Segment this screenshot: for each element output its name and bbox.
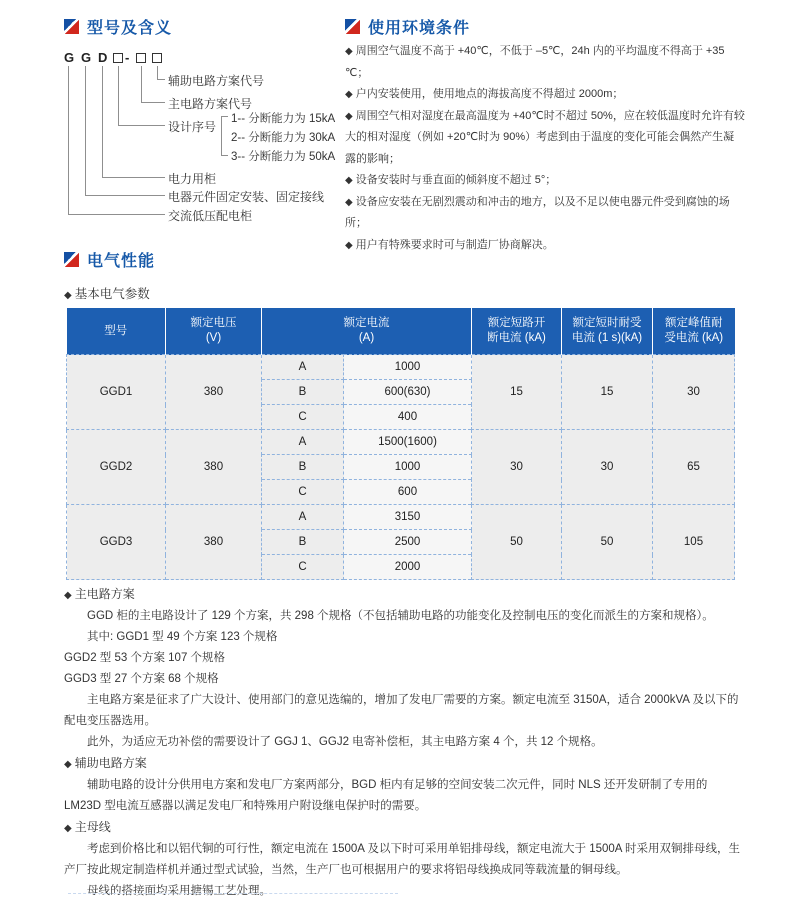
diamond-bullet-icon: ◆ [345, 196, 353, 208]
diamond-bullet-icon: ◆ [345, 239, 353, 251]
cell-current: 3150 [344, 505, 472, 530]
callout-fixed-mounting: 电器元件固定安装、固定接线 [168, 190, 325, 204]
column-header-withstand-current: 额定短时耐受 电流 (1 s)(kA) [562, 308, 653, 355]
callout-power-cabinet: 电力用柜 [168, 172, 217, 186]
diamond-bullet-icon: ◆ [64, 759, 72, 770]
column-header-peak-current: 额定峰值耐 受电流 (kA) [653, 308, 735, 355]
model-code-letter: D [98, 50, 108, 65]
design-option: 3-- 分断能力为 50kA [231, 151, 336, 163]
section-title-model [64, 15, 172, 38]
section-marker-icon [64, 19, 79, 34]
paragraph: 考虑到价格比和以铝代铜的可行性，额定电流在 1500A 及以下时可采用单铝排母线，额定电流大于 1500A 时采用双铜排母线，生产厂按此规定制造样机并通过型式试验，当然，生产厂也可根据用户的要求将铝母线换成同等载流量的铜母线。 [64, 843, 741, 876]
environment-conditions-list [345, 41, 745, 256]
paragraph: 母线的搭接面均采用搪锡工艺处理。 [87, 885, 271, 897]
cell-current: 600 [344, 480, 472, 505]
cell-peak: 65 [653, 430, 735, 505]
column-header-voltage: 额定电压 (V) [166, 308, 262, 355]
diamond-bullet-icon: ◆ [64, 823, 72, 834]
diamond-bullet-icon: ◆ [345, 89, 353, 100]
list-item [345, 170, 745, 192]
cell-current: 600(630) [344, 380, 472, 405]
section-title-text: 电气性能 [87, 253, 156, 270]
cell-voltage: 380 [166, 505, 262, 580]
cell-grade: B [262, 530, 344, 555]
subsection-heading-busbar [64, 817, 740, 839]
callout-aux-circuit-code: 辅助电路方案代号 [168, 74, 265, 88]
options-bracket [221, 116, 228, 156]
cell-grade: C [262, 555, 344, 580]
model-code-box [152, 53, 162, 63]
section-marker-icon [64, 252, 79, 267]
subsection-heading-aux-circuit [64, 753, 740, 775]
footer-divider [68, 893, 398, 894]
section-title-electrical [64, 248, 155, 271]
list-item-text: 设备应安装在无剧烈震动和冲击的地方，以及不足以使电器元件受到腐蚀的场所； [345, 195, 730, 229]
cell-model: GGD2 [67, 430, 166, 505]
cell-current: 1000 [344, 355, 472, 380]
cell-voltage: 380 [166, 355, 262, 430]
heading-text: 辅助电路方案 [74, 756, 147, 770]
list-item-text: 户内安装使用，使用地点的海拔高度不得超过 2000m； [355, 88, 624, 100]
cell-peak: 30 [653, 355, 735, 430]
table-row [67, 430, 735, 455]
model-code-diagram [64, 50, 364, 230]
table-subtitle [64, 284, 150, 302]
column-header-model: 型号 [67, 308, 166, 355]
section-title-text: 使用环境条件 [368, 20, 471, 37]
heading-text: 主母线 [74, 820, 111, 834]
cell-withstand: 30 [562, 430, 653, 505]
cell-model: GGD3 [67, 505, 166, 580]
callout-ac-lv-cabinet: 交流低压配电柜 [168, 209, 253, 223]
list-item [345, 84, 745, 106]
cell-grade: A [262, 430, 344, 455]
list-item [345, 41, 745, 84]
callout-main-circuit-code: 主电路方案代号 [168, 97, 253, 111]
diamond-bullet-icon: ◆ [64, 290, 72, 301]
connector-line [68, 66, 165, 215]
cell-current: 2500 [344, 530, 472, 555]
list-item [345, 106, 745, 171]
model-code-letter: G [81, 50, 92, 65]
list-item-text: 周围空气相对湿度在最高温度为 +40℃时不超过 50%，应在较低温度时允许有较大的相对湿度（例如 +20℃时为 90%）考虑到由于温度的变化可能会偶然产生凝露的影响； [345, 109, 745, 165]
cell-current: 1000 [344, 455, 472, 480]
cell-grade: C [262, 405, 344, 430]
cell-breaking: 50 [472, 505, 562, 580]
column-header-current: 额定电流 (A) [262, 308, 472, 355]
diamond-bullet-icon: ◆ [345, 110, 353, 122]
body-text [64, 584, 740, 902]
list-item-text: 用户有特殊要求时可与制造厂协商解决。 [355, 238, 554, 251]
table-row [67, 505, 735, 530]
diamond-bullet-icon: ◆ [345, 46, 353, 57]
table-header-row [67, 308, 735, 355]
paragraph: GGD3 型 27 个方案 68 个规格 [64, 673, 219, 685]
design-option: 1-- 分断能力为 15kA [231, 113, 336, 125]
cell-breaking: 15 [472, 355, 562, 430]
cell-withstand: 15 [562, 355, 653, 430]
diamond-bullet-icon: ◆ [64, 590, 72, 601]
column-header-breaking-current: 额定短路开 断电流 (kA) [472, 308, 562, 355]
section-marker-icon [345, 19, 360, 34]
cell-current: 400 [344, 405, 472, 430]
cell-grade: C [262, 480, 344, 505]
paragraph: 辅助电路的设计分供用电方案和发电厂方案两部分，BGD 柜内有足够的空间安装二次元件，同时 NLS 还开发研制了专用的 LM23D 型电流互感器以满足发电厂和特殊用户附设继电保护时的需要。 [64, 779, 708, 812]
parameters-table [66, 308, 735, 580]
model-code-box [136, 53, 146, 63]
paragraph: GGD2 型 53 个方案 107 个规格 [64, 652, 226, 664]
section-title-environment [345, 15, 470, 38]
table-row [67, 355, 735, 380]
cell-current: 2000 [344, 555, 472, 580]
paragraph: 此外，为适应无功补偿的需要设计了 GGJ 1、GGJ2 电寄补偿柜，其主电路方案 4 个，共 12 个规格。 [87, 736, 603, 748]
cell-withstand: 50 [562, 505, 653, 580]
subsection-heading-main-circuit [64, 584, 740, 606]
design-option: 2-- 分断能力为 30kA [231, 132, 336, 144]
cell-breaking: 30 [472, 430, 562, 505]
subtitle-text: 基本电气参数 [74, 287, 150, 301]
cell-peak: 105 [653, 505, 735, 580]
cell-current: 1500(1600) [344, 430, 472, 455]
cell-grade: B [262, 455, 344, 480]
heading-text: 主电路方案 [74, 587, 135, 601]
model-code-letter: G [64, 50, 75, 65]
paragraph: 其中: GGD1 型 49 个方案 123 个规格 [87, 631, 278, 643]
list-item [345, 192, 745, 235]
list-item [345, 235, 745, 257]
list-item-text: 周围空气温度不高于 +40℃，不低于 –5℃，24h 内的平均温度不得高于 +35 ℃； [345, 45, 725, 79]
cell-grade: A [262, 505, 344, 530]
cell-grade: B [262, 380, 344, 405]
cell-grade: A [262, 355, 344, 380]
cell-model: GGD1 [67, 355, 166, 430]
list-item-text: 设备安装时与垂直面的倾斜度不超过 5°； [355, 174, 557, 186]
diamond-bullet-icon: ◆ [345, 175, 353, 186]
callout-design-number: 设计序号 [168, 120, 217, 134]
model-code-box [113, 53, 123, 63]
paragraph: 主电路方案是征求了广大设计、使用部门的意见选编的，增加了发电厂需要的方案。额定电流至 3150A，适合 2000kVA 及以下的配电变压器选用。 [64, 694, 739, 727]
model-code-dash: - [125, 50, 130, 65]
paragraph: GGD 柜的主电路设计了 129 个方案，共 298 个规格（不包括辅助电路的功能变化及控制电压的变化而派生的方案和规格）。 [87, 610, 714, 622]
section-title-text: 型号及含义 [87, 20, 173, 37]
cell-voltage: 380 [166, 430, 262, 505]
